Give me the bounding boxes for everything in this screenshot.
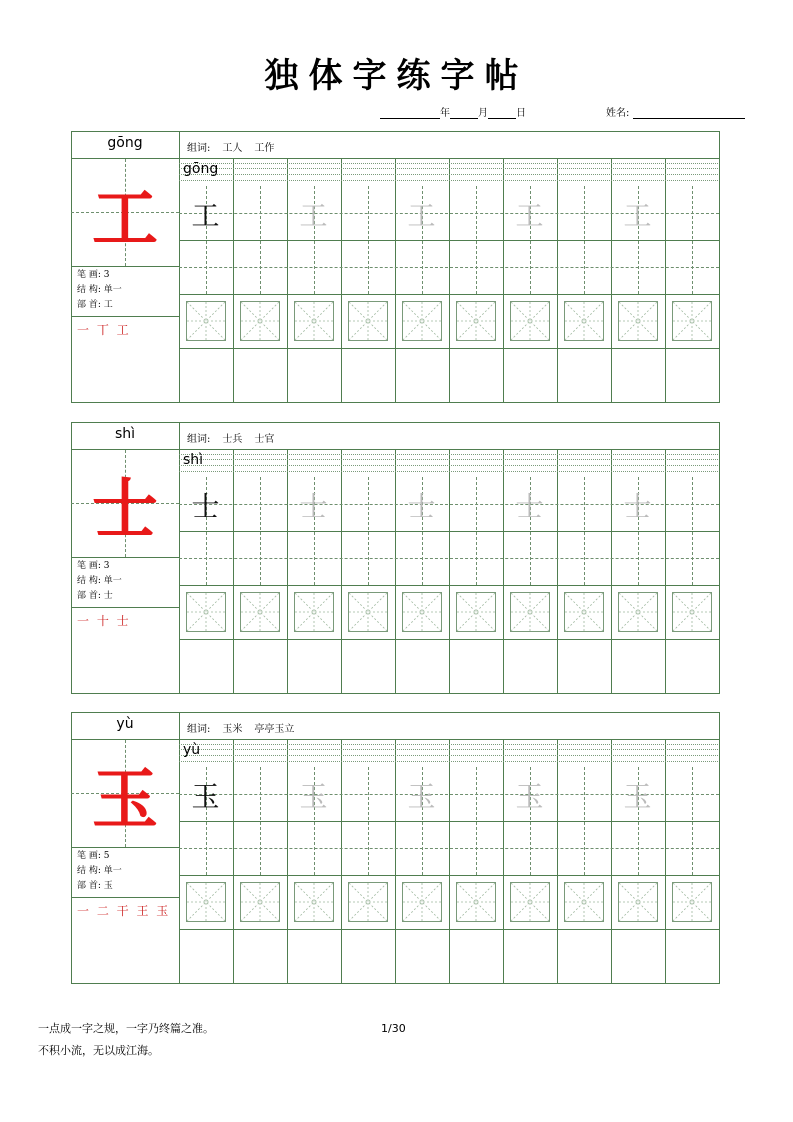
pinyin-guide	[179, 459, 718, 460]
stroke-count-value: 3	[103, 270, 110, 280]
date-line	[380, 104, 526, 119]
stroke-count-label: 笔 画:	[77, 561, 101, 571]
mizi-box[interactable]	[186, 882, 226, 922]
stroke-count-value: 5	[103, 851, 110, 861]
mizi-guide-icon	[241, 302, 279, 340]
cell-rule	[665, 739, 666, 983]
cell-rule	[557, 739, 558, 983]
stroke-count	[77, 269, 110, 282]
word: 工人	[222, 143, 243, 154]
mizi-box[interactable]	[348, 592, 388, 632]
mizi-box[interactable]	[240, 882, 280, 922]
mizi-guide-icon	[511, 883, 549, 921]
cell-rule	[341, 739, 342, 983]
trace-char[interactable]: 玉	[515, 780, 544, 813]
mizi-box[interactable]	[564, 592, 604, 632]
model-char: 士	[92, 469, 158, 548]
trace-char[interactable]: 士	[623, 490, 652, 523]
mizi-box[interactable]	[294, 592, 334, 632]
mizi-box[interactable]	[402, 882, 442, 922]
practice-pinyin: shì	[183, 452, 204, 468]
trace-char[interactable]: 玉	[623, 780, 652, 813]
trace-char[interactable]: 工	[623, 199, 652, 232]
mizi-box[interactable]	[348, 882, 388, 922]
mizi-guide-icon	[403, 593, 441, 631]
cell-rule	[449, 449, 450, 693]
mizi-guide-icon	[673, 302, 711, 340]
mizi-box[interactable]	[510, 592, 550, 632]
cell-guide	[260, 186, 261, 294]
model-char: 玉	[92, 759, 158, 838]
trace-char[interactable]: 玉	[407, 780, 436, 813]
stroke-count	[77, 560, 110, 573]
mizi-guide-icon	[295, 883, 333, 921]
words-label: 组词:	[187, 724, 211, 735]
radical-label: 部 首:	[77, 881, 101, 891]
mizi-guide-icon	[511, 593, 549, 631]
name-blank[interactable]	[633, 108, 745, 119]
cell-guide	[368, 767, 369, 875]
day-blank[interactable]	[488, 108, 516, 119]
word: 工作	[254, 143, 275, 154]
mizi-box[interactable]	[456, 301, 496, 341]
mizi-guide-icon	[349, 593, 387, 631]
char-block	[71, 131, 720, 403]
mizi-guide-icon	[565, 883, 603, 921]
pinyin-guide	[179, 744, 718, 745]
word-list	[187, 430, 278, 445]
radical-value: 玉	[103, 881, 113, 891]
info-rule	[71, 897, 179, 898]
trace-char[interactable]: 士	[407, 490, 436, 523]
page-number: 1/30	[381, 1022, 406, 1035]
word: 士兵	[222, 434, 243, 445]
trace-char[interactable]: 士	[299, 490, 328, 523]
cell-rule	[449, 158, 450, 402]
cell-guide	[584, 767, 585, 875]
pinyin-guide	[179, 180, 718, 181]
radical-value: 工	[103, 300, 113, 310]
sample-char: 工	[191, 199, 220, 232]
mizi-box[interactable]	[456, 882, 496, 922]
name-line	[606, 104, 745, 119]
month-blank[interactable]	[450, 108, 478, 119]
mizi-guide-icon	[295, 302, 333, 340]
structure	[77, 575, 122, 588]
stroke-order: 一 二 干 王 玉	[77, 904, 171, 918]
cell-rule	[665, 158, 666, 402]
cell-rule	[449, 739, 450, 983]
structure-value: 单一	[103, 285, 122, 295]
mizi-box[interactable]	[456, 592, 496, 632]
radical	[77, 590, 113, 603]
cell-guide	[260, 477, 261, 585]
cell-rule	[233, 449, 234, 693]
pinyin-guide	[179, 465, 718, 466]
cell-guide	[179, 558, 719, 559]
words-label: 组词:	[187, 434, 211, 445]
mizi-guide-icon	[673, 593, 711, 631]
structure-label: 结 构:	[77, 285, 101, 295]
mizi-guide-icon	[349, 883, 387, 921]
model-char: 工	[92, 178, 158, 257]
footer-line-2: 不积小流，无以成江海。	[38, 1044, 159, 1057]
mizi-box[interactable]	[402, 592, 442, 632]
radical	[77, 299, 113, 312]
mizi-guide-icon	[619, 593, 657, 631]
sample-char: 玉	[191, 780, 220, 813]
mizi-box[interactable]	[672, 882, 712, 922]
radical-value: 士	[103, 591, 113, 601]
word: 士官	[254, 434, 275, 445]
mizi-box[interactable]	[672, 301, 712, 341]
info-rule	[71, 847, 179, 848]
cell-guide	[179, 267, 719, 268]
mizi-guide-icon	[403, 883, 441, 921]
month-label: 月	[478, 108, 488, 119]
sample-char: 士	[191, 490, 220, 523]
cell-guide	[692, 477, 693, 585]
mizi-guide-icon	[457, 883, 495, 921]
char-block	[71, 712, 720, 984]
cell-guide	[584, 477, 585, 585]
mizi-box[interactable]	[186, 301, 226, 341]
cell-guide	[368, 186, 369, 294]
mizi-box[interactable]	[510, 301, 550, 341]
footer-line-1: 一点成一字之规，一字乃终篇之准。	[38, 1022, 214, 1035]
structure	[77, 284, 122, 297]
cell-rule	[557, 449, 558, 693]
trace-char[interactable]: 工	[299, 199, 328, 232]
trace-char[interactable]: 工	[407, 199, 436, 232]
trace-char[interactable]: 玉	[299, 780, 328, 813]
mizi-guide-icon	[619, 883, 657, 921]
cell-guide	[476, 477, 477, 585]
mizi-guide-icon	[403, 302, 441, 340]
word: 亭亭玉立	[254, 724, 295, 735]
cell-guide	[260, 767, 261, 875]
mizi-guide-icon	[349, 302, 387, 340]
info-rule	[71, 557, 179, 558]
info-rule	[71, 266, 179, 267]
mizi-guide-icon	[187, 883, 225, 921]
structure-label: 结 构:	[77, 576, 101, 586]
mizi-guide-icon	[673, 883, 711, 921]
pinyin-guide	[179, 454, 718, 455]
mizi-guide-icon	[457, 302, 495, 340]
structure-value: 单一	[103, 866, 122, 876]
mizi-box[interactable]	[672, 592, 712, 632]
cell-guide	[692, 186, 693, 294]
mizi-guide-icon	[619, 302, 657, 340]
cell-guide	[692, 767, 693, 875]
mizi-guide-icon	[187, 593, 225, 631]
pinyin-guide	[179, 755, 718, 756]
char-pinyin: yù	[116, 716, 134, 732]
cell-rule	[341, 158, 342, 402]
stroke-count-label: 笔 画:	[77, 270, 101, 280]
cell-guide	[584, 186, 585, 294]
words-label: 组词:	[187, 143, 211, 154]
mizi-box[interactable]	[294, 882, 334, 922]
mizi-box[interactable]	[348, 301, 388, 341]
mizi-box[interactable]	[402, 301, 442, 341]
mizi-box[interactable]	[618, 301, 658, 341]
mizi-box[interactable]	[186, 592, 226, 632]
word: 玉米	[222, 724, 243, 735]
cell-guide	[368, 477, 369, 585]
trace-char[interactable]: 士	[515, 490, 544, 523]
info-rule	[71, 607, 179, 608]
cell-rule	[341, 449, 342, 693]
year-label: 年	[440, 108, 450, 119]
radical-label: 部 首:	[77, 591, 101, 601]
cell-rule	[665, 449, 666, 693]
cell-guide	[476, 186, 477, 294]
pinyin-guide	[179, 174, 718, 175]
mizi-guide-icon	[565, 593, 603, 631]
mizi-box[interactable]	[564, 301, 604, 341]
mizi-guide-icon	[511, 302, 549, 340]
practice-pinyin: yù	[183, 742, 201, 758]
stroke-count-label: 笔 画:	[77, 851, 101, 861]
cell-rule	[233, 739, 234, 983]
name-label: 姓名:	[606, 108, 630, 119]
structure-label: 结 构:	[77, 866, 101, 876]
mizi-guide-icon	[565, 302, 603, 340]
pinyin-guide	[179, 168, 718, 169]
mizi-box[interactable]	[564, 882, 604, 922]
trace-char[interactable]: 工	[515, 199, 544, 232]
mizi-box[interactable]	[510, 882, 550, 922]
structure	[77, 865, 122, 878]
structure-value: 单一	[103, 576, 122, 586]
practice-pinyin: gōng	[183, 161, 219, 177]
stroke-count	[77, 850, 110, 863]
mizi-guide-icon	[241, 593, 279, 631]
word-list	[187, 720, 298, 735]
pinyin-guide	[179, 163, 718, 164]
stroke-count-value: 3	[103, 561, 110, 571]
radical	[77, 880, 113, 893]
word-list	[187, 139, 278, 154]
day-label: 日	[516, 108, 526, 119]
mizi-box[interactable]	[240, 301, 280, 341]
char-pinyin: shì	[114, 426, 136, 442]
pinyin-guide	[179, 761, 718, 762]
cell-guide	[179, 848, 719, 849]
page-title: 独体字练字帖	[264, 56, 529, 96]
info-rule	[71, 316, 179, 317]
pinyin-guide	[179, 749, 718, 750]
mizi-guide-icon	[295, 593, 333, 631]
stroke-order: 一 十 士	[77, 614, 131, 628]
mizi-box[interactable]	[618, 592, 658, 632]
mizi-box[interactable]	[240, 592, 280, 632]
cell-rule	[233, 158, 234, 402]
pinyin-guide	[179, 471, 718, 472]
mizi-guide-icon	[241, 883, 279, 921]
cell-rule	[557, 158, 558, 402]
mizi-box[interactable]	[294, 301, 334, 341]
mizi-box[interactable]	[618, 882, 658, 922]
stroke-order: 一 丅 工	[77, 323, 131, 337]
year-blank[interactable]	[380, 108, 440, 119]
mizi-guide-icon	[187, 302, 225, 340]
radical-label: 部 首:	[77, 300, 101, 310]
char-block	[71, 422, 720, 694]
mizi-guide-icon	[457, 593, 495, 631]
char-pinyin: gōng	[107, 135, 143, 151]
cell-guide	[476, 767, 477, 875]
